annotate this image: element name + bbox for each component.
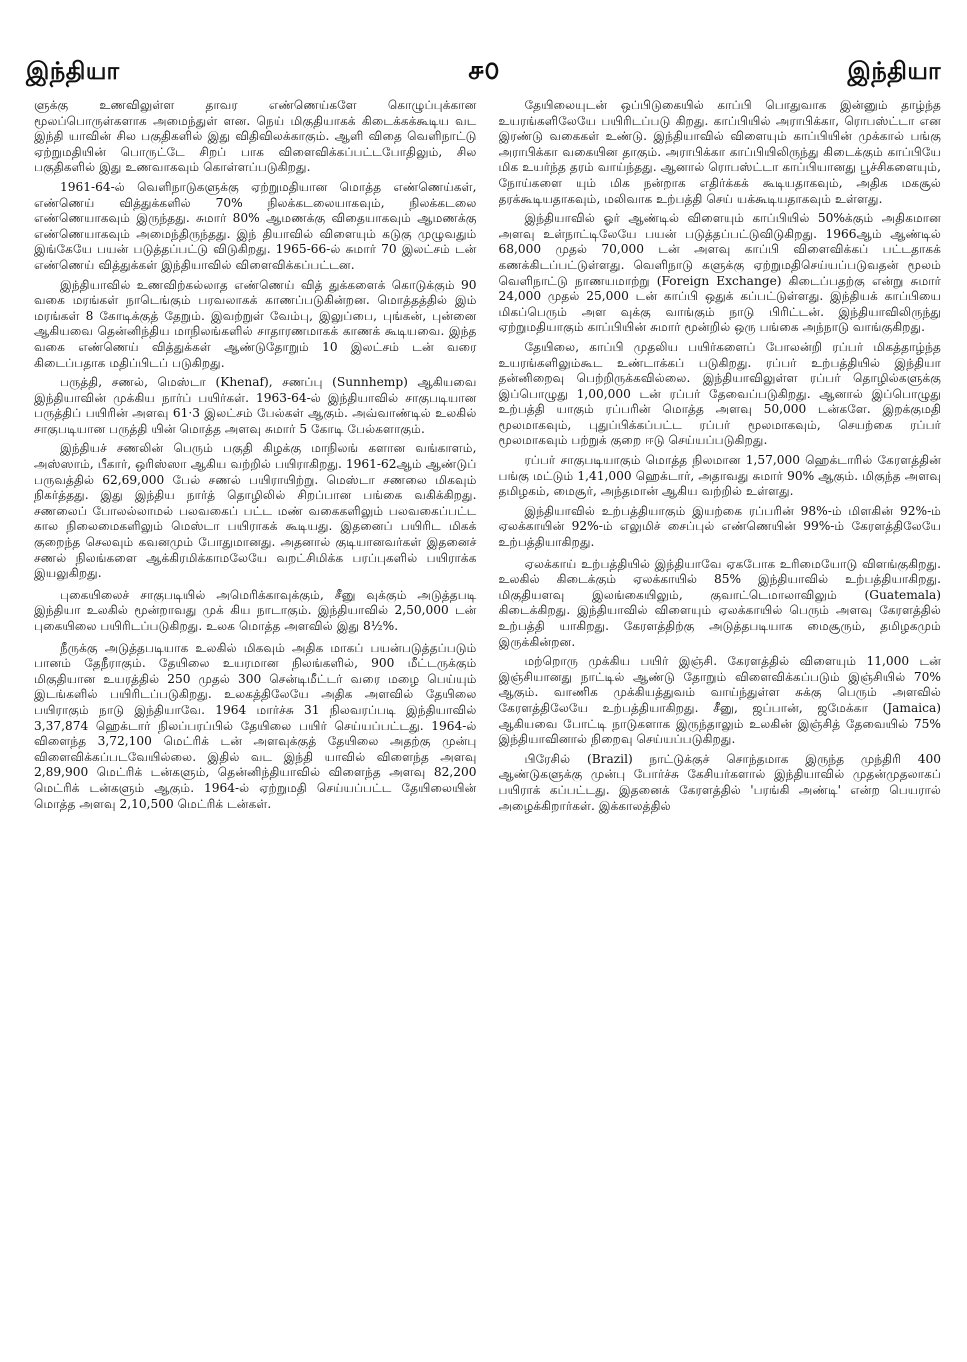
body-columns	[34, 98, 941, 1324]
right-running-title: இந்தியா	[847, 56, 941, 85]
paragraph: புகையிலைச் சாகுபடியில் அமெரிக்காவுக்கும், சீனு வுக்கும் அடுத்தபடி இந்தியா உலகில் மூன்றாவது முக் கிய நாடாகும். இந்தியாவில் 2,50,000 டன் புகையிலை பயிரிடப்படுகிறது. உலக மொத்த அளவில் இது 8½%.	[34, 587, 477, 633]
paragraph: பருத்தி, சணல், மெஸ்டா (Khenaf), சணப்பு (Sunnhemp) ஆகியவை இந்தியாவின் முக்கிய நார்ப் பயிர்கள். 1963-64-ல் இந்தியாவில் சாகுபடியான பருத்திப் பயிரின் அளவு 61·3 இலட்சம் பேல்கள் ஆகும். அவ்வாண்டில் உலகில் சாகுபடியான பருத்தி யின் மொத்த அளவு சுமார் 5 கோடி பேல்களாகும்.	[34, 375, 477, 436]
paragraph: இந்தியாவில் உற்பத்தியாகும் இயற்கை ரப்பரின் 98%-ம் மிளகின் 92%-ம் ஏலக்காயின் 92%-ம் எலுமிச் சைப்புல் எண்ணெயின் 99%-ம் கேரளத்திலேயே உற்பத்தியாகிறது.	[498, 503, 941, 550]
paragraph: இந்தியாவில் உணவிற்கல்லாத எண்ணெய் வித் துக்களைக் கொடுக்கும் 90 வகை மரங்கள் நாடெங்கும் பரவலாகக் காணப்படுகின்றன. மொத்தத்தில் இம் மரங்கள் 8 கோடிக்குத் தேறும். இவற்றுள் வேம்பு, இலுப்பை, புங்கன், புன்னை ஆகியவை தென்னிந்திய மாநிலங்களில் சாதாரணமாகக் காணக் கூடியவை. இந்த வகை எண்ணெய் வித்துக்கள் ஆண்டுதோறும் 10 இலட்சம் டன் வரை கிடைப்பதாக மதிப்பிடப் படுகிறது.	[34, 277, 477, 370]
paragraph: ளுக்கு உணவிலுள்ள தாவர எண்ணெய்களே கொழுப்புக்கான மூலப்பொருள்களாக அமைந்துள் ளன. நெய் மிகுதியாகக் கிடைக்கக்கூடிய வட இந்தி யாவின் சில பகுதிகளில் இது விதிவிலக்காகும். ஆளி விதை வெளிநாட்டு ஏற்றுமதியின் பொருட்டே சிறப் பாக விளைவிக்கப்பட்டபோதிலும், சில பகுதிகளில் இது உணவாகவும் கொள்ளப்படுகிறது.	[34, 98, 477, 175]
paragraph: தேயிலை, காப்பி முதலிய பயிர்களைப் போலன்றி ரப்பர் மிகத்தாழ்ந்த உயரங்களிலும்கூட உண்டாக்கப் படுகிறது. ரப்பர் உற்பத்தியில் இந்தியா தன்னிறைவு பெற்றிருக்கவில்லை. இந்தியாவிலுள்ள ரப்பர் தொழில்களுக்கு இப்பொழுது 1,00,000 டன் ரப்பர் தேவைப்படுகிறது. ஆனால் இப்பொழுது உற்பத்தி யாகும் ரப்பரின் மொத்த அளவு 50,000 டன்களே. இறக்குமதி மூலமாகவும், புதுப்பிக்கப்பட்ட ரப்பர் மூலமாகவும், செயற்கை ரப்பர் மூலமாகவும் பற்றுக் குறை ஈடு செய்யப்படுகிறது.	[498, 339, 941, 448]
paragraph: தேயிலையுடன் ஒப்பிடுகையில் காப்பி பொதுவாக இன்னும் தாழ்ந்த உயரங்களிலேயே பயிரிடப்படு கிறது. காப்பியில் அராபிக்கா, ரொபஸ்ட்டா என இரண்டு வகைகள் உண்டு. இந்தியாவில் விளையும் காப்பியின் முக்கால் பங்கு அராபிக்கா வகையின தாகும். அராபிக்கா காப்பியிலிருந்து கிடைக்கும் காப்பியே மிக உயர்ந்த தரம் வாய்ந்தது. ஆனால் ரொபஸ்ட்டா காப்பியானது பூச்சிகளையும், நோய்களை யும் மிக நன்றாக எதிர்க்கக் கூடியதாகவும், அதிக மகசூல் தரக்கூடியதாகவும், மலிவாக உற்பத்தி செய் யக்கூடியதாகவும் உள்ளது.	[498, 98, 941, 206]
paragraph: பிரேசில் (Brazil) நாட்டுக்குச் சொந்தமாக இருந்த முந்திரி 400 ஆண்டுகளுக்கு முன்பு போர்ச்சு கேசியர்களால் இந்தியாவில் முதன்முதலாகப் பயிராக் கப்பட்டது. இதனைக் கேரளத்தில் 'பரங்கி அண்டி' என்ற பெயரால் அழைக்கிறார்கள். இக்காலத்தில்	[498, 751, 941, 813]
running-header	[26, 54, 941, 90]
right-column	[499, 98, 942, 1324]
paragraph: மற்றொரு முக்கிய பயிர் இஞ்சி. கேரளத்தில் விளையும் 11,000 டன் இஞ்சியானது நாட்டில் ஆண்டு தோறும் விளைவிக்கப்படும் இஞ்சியில் 70% ஆகும். வாணிக முக்கியத்துவம் வாய்ந்துள்ள சுக்கு பெரும் அளவில் கேரளத்திலேயே உற்பத்தியாகிறது. சீனு, ஜப்பான், ஜமேக்கா (Jamaica) ஆகியவை போட்டி நாடுகளாக இருந்தாலும் உலகின் இஞ்சித் தேவையில் 75% இந்தியாவினால் நிறைவு செய்யப்படுகிறது.	[498, 654, 941, 747]
left-running-title: இந்தியா	[26, 56, 120, 85]
left-column	[34, 98, 477, 1324]
paragraph: நீருக்கு அடுத்தபடியாக உலகில் மிகவும் அதிக மாகப் பயன்படுத்தப்படும் பானம் தேநீராகும். தேயிலை உயரமான நிலங்களில், 900 மீட்டருக்கும் மிகுதியான உயரத்தில் 250 முதல் 300 சென்டிமீட்டர் வரை மழை பெய்யும் இடங்களில் பயிரிடப்படுகிறது. உலகத்திலேயே அதிக அளவில் தேயிலை பயிராகும் நாடு இந்தியாவே. 1964 மார்ச்சு 31 நிலவரப்படி இந்தியாவில் 3,37,874 ஹெக்டார் நிலப்பரப்பில் தேயிலை பயிர் செய்யப்பட்டது. 1964-ல் விளைந்த 3,72,100 மெட்ரிக் டன் அளவுக்குத் தேயிலை அதற்கு முன்பு விளைவிக்கப்படவேயில்லை. இதில் வட இந்தி யாவில் விளைந்த அளவு 2,89,900 மெட்ரிக் டன்களும், தென்னிந்தியாவில் விளைந்த அளவு 82,200 மெட்ரிக் டன்களும் ஆகும். 1964-ல் ஏற்றுமதி செய்யப்பட்ட தேயிலையின் மொத்த அளவு 2,10,500 மெட்ரிக் டன்கள்.	[34, 640, 477, 811]
page-number: ௪௦	[467, 55, 500, 86]
paragraph: ரப்பர் சாகுபடியாகும் மொத்த நிலமான 1,57,000 ஹெக்டாரில் கேரளத்தின் பங்கு மட்டும் 1,41,000 ஹெக்டார், அதாவது சுமார் 90% ஆகும். மிகுந்த அளவு தமிழகம், மைசூர், அந்தமான் ஆகிய வற்றில் உள்ளது.	[498, 453, 941, 499]
paragraph: இந்தியாவில் ஓர் ஆண்டில் விளையும் காப்பியில் 50%க்கும் அதிகமான அளவு உள்நாட்டிலேயே பயன் படுத்தப்பட்டுவிடுகிறது. 1966ஆம் ஆண்டில் 68,000 முதல் 70,000 டன் அளவு காப்பி விளைவிக்கப் பட்டதாகக் கணக்கிடப்பட்டுள்ளது. வெளிநாடு களுக்கு ஏற்றுமதிசெய்யப்படுவதன் மூலம் வெளிநாட்டு நாணயமாற்று (Foreign Exchange) கிடைப்பதற்கு என்று சுமார் 24,000 முதல் 25,000 டன் காப்பி ஒதுக் கப்பட்டுள்ளது. இந்தியக் காப்பியை மிகப்பெரும் அள வுக்கு வாங்கும் நாடு பிரிட்டன். இந்தியாவிலிருந்து ஏற்றுமதியாகும் காப்பியின் சுமார் மூன்றில் ஒரு பங்கை அந்நாடு வாங்குகிறது.	[498, 211, 941, 335]
paragraph: ஏலக்காய் உற்பத்தியில் இந்தியாவே ஏகபோக உரிமையோடு விளங்குகிறது. உலகில் கிடைக்கும் ஏலக்காயில் 85% இந்தியாவில் உற்பத்தியாகிறது. மிகுதியளவு இலங்கையிலும், குவாட்டெமாலாவிலும் (Guatemala) கிடைக்கிறது. இந்தியாவில் விளையும் ஏலக்காயில் பெரும் அளவு கேரளத்தில் உற்பத்தி யாகிறது. கேரளத்திற்கு அடுத்தபடியாக மைசூரும், தமிழகமும் இருக்கின்றன.	[498, 556, 941, 649]
paragraph: 1961-64-ல் வெளிநாடுகளுக்கு ஏற்றுமதியான மொத்த எண்ணெய்கள், எண்ணெய் வித்துக்களில் 70% நிலக்கடலையாகவும், நிலக்கடலை எண்ணெயாகவும் இருந்தது. சுமார் 80% ஆமணக்கு விதையாகவும் ஆமணக்கு எண்ணெயாகவும் அமைந்திருந்தது. இந் தியாவில் விளையும் கடுகு முழுவதும் இங்கேயே பயன் படுத்தப்பட்டு விடுகிறது. 1965-66-ல் சுமார் 70 இலட்சம் டன் எண்ணெய் வித்துக்கள் இந்தியாவில் விளைவிக்கப்பட்டன.	[34, 179, 477, 272]
paragraph: இந்தியச் சணலின் பெரும் பகுதி கிழக்கு மாநிலங் களான வங்காளம், அஸ்ஸாம், பீகார், ஒரிஸ்ஸா ஆகிய வற்றில் பயிராகிறது. 1961-62ஆம் ஆண்டுப் பருவத்தில் 62,69,000 பேல் சணல் பயிராயிற்று. மெஸ்டா சணலை மிகவும் நிகர்த்தது. இது இந்திய நார்த் தொழிலில் சிறப்பான பங்கை வகிக்கிறது. சணலைப் போலல்லாமல் பலவகைப் பட்ட மண் வகைகளிலும் பலவகைப்பட்ட கால நிலைமைகளிலும் மெஸ்டா பயிராகக் கூடியது. இதனைப் பயிரிட மிகக் குறைந்த செலவும் கவனமும் போதுமானது. அதனால் குடியானவர்கள் இதனைச் சணல் நிலங்களை ஆக்கிரமிக்காமலேயே வறட்சிமிக்க பரப்புகளில் பயிராக்க இயலுகிறது.	[34, 441, 477, 581]
